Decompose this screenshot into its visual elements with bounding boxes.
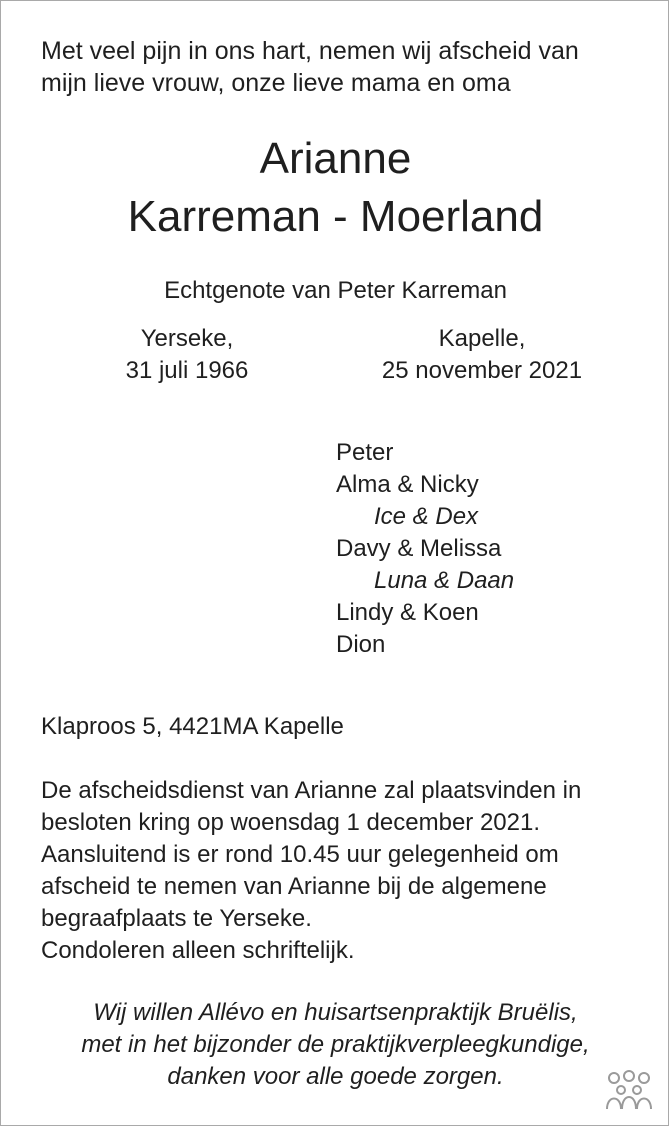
deceased-first-name: Arianne <box>259 134 412 183</box>
family-member: Peter <box>336 439 394 466</box>
birth-place: Yerseke, <box>140 325 234 352</box>
death-place: Kapelle, <box>438 325 526 352</box>
thanks-line: danken voor alle goede zorgen. <box>167 1063 504 1090</box>
thanks-line: Wij willen Allévo en huisartsenpraktijk Bruëlis, <box>93 999 578 1026</box>
family-member: Davy & Melissa <box>336 535 502 562</box>
family-member: Dion <box>336 631 386 658</box>
service-line: begraafplaats te Yerseke. <box>41 905 312 932</box>
deceased-surname: Karreman - Moerland <box>127 192 544 241</box>
service-line: besloten kring op woensdag 1 december 2021. <box>41 809 541 836</box>
address: Klaproos 5, 4421MA Kapelle <box>41 713 344 740</box>
intro-line-1: Met veel pijn in ons hart, nemen wij afscheid van <box>41 37 579 65</box>
family-grandchildren: Ice & Dex <box>374 503 479 530</box>
spouse-line: Echtgenote van Peter Karreman <box>164 277 507 304</box>
intro-line-2: mijn lieve vrouw, onze lieve mama en oma <box>41 69 511 97</box>
service-line: Aansluitend is er rond 10.45 uur gelegenheid om <box>41 841 559 868</box>
family-people-icon <box>604 1069 654 1111</box>
service-line: De afscheidsdienst van Arianne zal plaatsvinden in <box>41 777 582 804</box>
birth-date: 31 juli 1966 <box>125 357 249 384</box>
death-date: 25 november 2021 <box>381 357 583 384</box>
family-grandchildren: Luna & Daan <box>374 567 515 594</box>
condolence-line: Condoleren alleen schriftelijk. <box>41 937 355 964</box>
family-member: Lindy & Koen <box>336 599 479 626</box>
thanks-line: met in het bijzonder de praktijkverpleegkundige, <box>81 1031 590 1058</box>
family-member: Alma & Nicky <box>336 471 479 498</box>
service-line: afscheid te nemen van Arianne bij de algemene <box>41 873 547 900</box>
